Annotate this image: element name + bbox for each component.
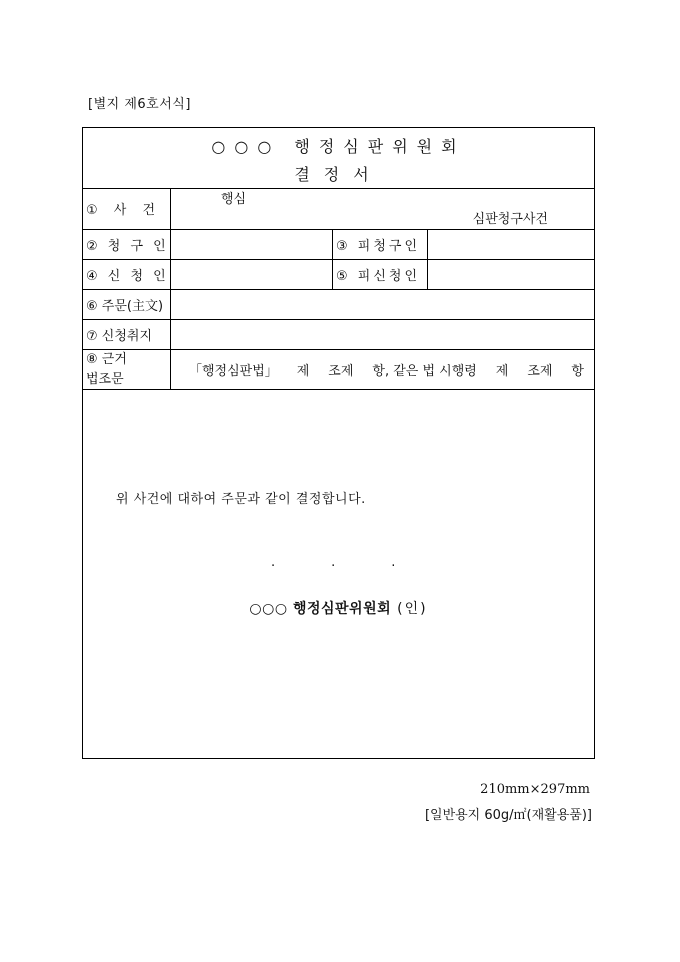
legal-basis-text	[189, 360, 584, 379]
case-label: ① 사 건	[83, 188, 171, 229]
purpose-label: ⑦ 신청취지	[83, 320, 171, 349]
legal-basis-label: ⑧ 근거 법조문	[83, 350, 171, 389]
day-dot: .	[391, 555, 396, 570]
claimant-field[interactable]	[171, 230, 332, 259]
form-number-label: [별지 제6호서식]	[88, 97, 191, 112]
counter-applicant-label: ⑤ 피신청인	[332, 260, 428, 289]
title-block	[83, 128, 594, 189]
order-field[interactable]	[171, 290, 594, 319]
claimant-label: ② 청 구 인	[83, 230, 171, 259]
case-field[interactable]	[171, 188, 594, 229]
case-suffix: 심판청구사건	[472, 212, 548, 227]
decree-article-word: 제	[495, 364, 509, 379]
article-word: 제	[296, 364, 310, 379]
case-row	[83, 188, 594, 230]
date-line	[271, 555, 395, 570]
signatory-name: ○○○ 행정심판위원회	[249, 601, 392, 617]
decree-paragraph-word: 항	[571, 364, 584, 379]
applicant-field[interactable]	[171, 260, 332, 289]
article-paragraph-word: 조제	[328, 364, 354, 379]
committee-title: ○○○ 행정심판위원회	[211, 137, 466, 156]
decision-statement: 위 사건에 대하여 주문과 같이 결정합니다.	[116, 492, 366, 507]
month-dot: .	[331, 555, 336, 570]
decree-article-paragraph-word: 조제	[527, 364, 553, 379]
act-name: 「행정심판법」	[189, 364, 278, 379]
applicant-label: ④ 신 청 인	[83, 260, 171, 289]
paper-spec: [일반용지 60g/㎡(재활용품)]	[424, 808, 592, 823]
decision-form	[82, 127, 595, 759]
claimant-row	[83, 230, 594, 260]
respondent-field[interactable]	[428, 230, 594, 259]
order-row	[83, 290, 594, 320]
seal-mark: (인)	[397, 601, 428, 617]
purpose-row	[83, 320, 594, 350]
signature-line	[83, 598, 594, 618]
applicant-row	[83, 260, 594, 290]
order-label: ⑥ 주문(主文)	[83, 290, 171, 319]
case-prefix: 행심	[221, 192, 247, 207]
respondent-label: ③ 피청구인	[332, 230, 428, 259]
purpose-field[interactable]	[171, 320, 594, 349]
enforcement-decree-text: 항, 같은 법 시행령	[372, 364, 477, 379]
year-dot: .	[271, 555, 276, 570]
paper-size: 210mm×297mm	[480, 782, 590, 797]
counter-applicant-field[interactable]	[428, 260, 594, 289]
legal-basis-field[interactable]	[171, 350, 594, 389]
legal-basis-row	[83, 350, 594, 390]
document-type-title: 결정서	[294, 165, 383, 184]
